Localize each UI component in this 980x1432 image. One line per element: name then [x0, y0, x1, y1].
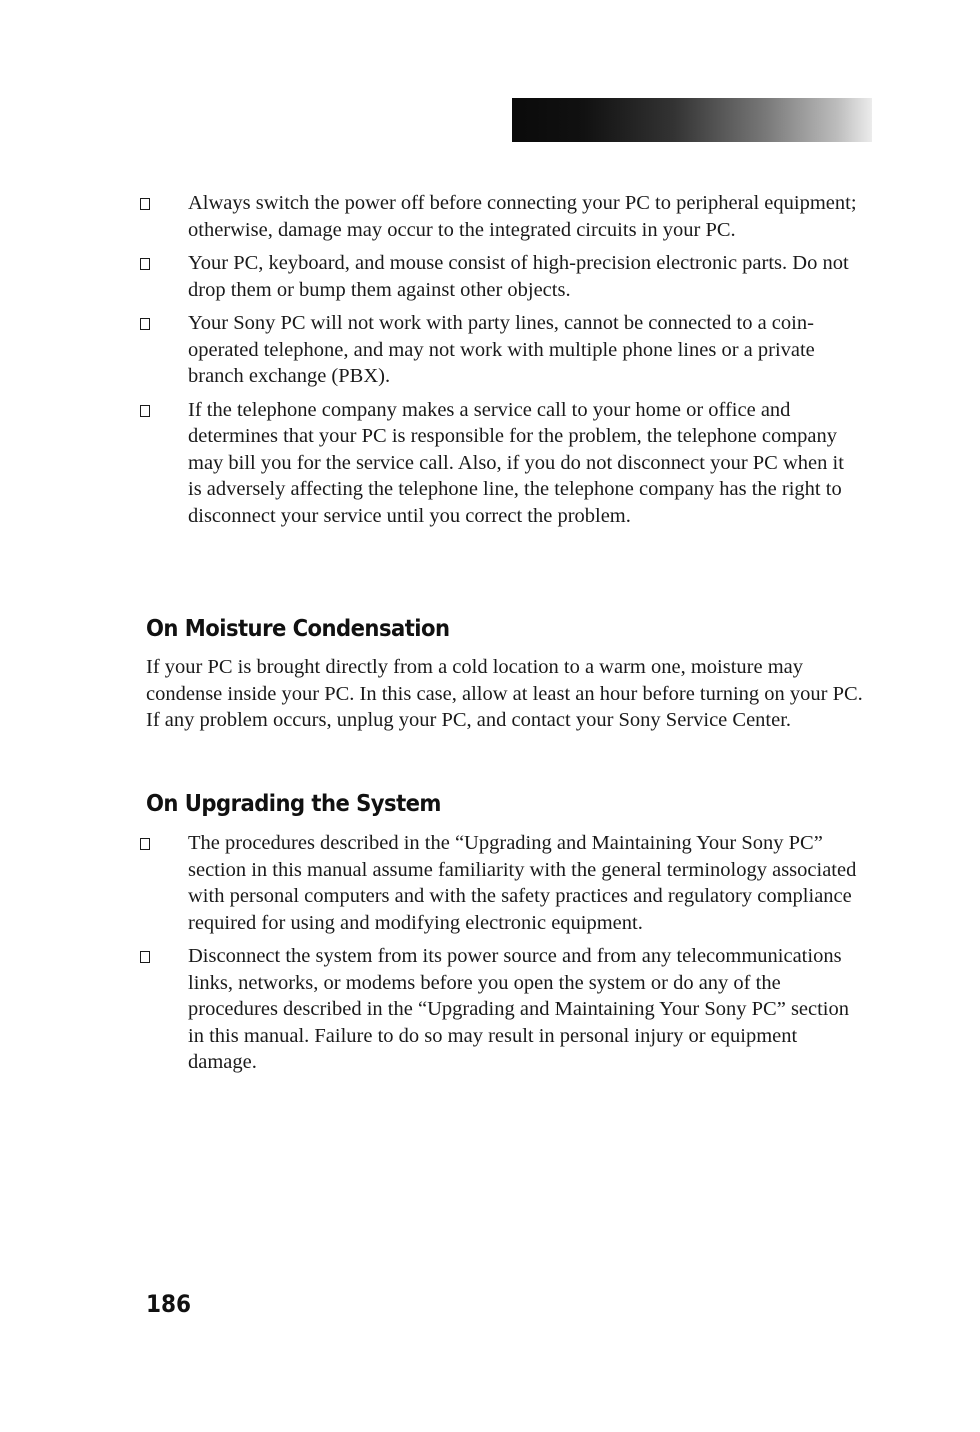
list-item-text: If the telephone company makes a service call to your home or office and determines that your PC is responsible for the problem, the telephone company may bill you for the service call. Also, if you do not disconnect your PC when it is adversely affecting the telephone line, the telephone company has the right to disconnect your service until you correct the problem. — [188, 398, 844, 527]
list-item — [140, 190, 860, 243]
list-item — [140, 310, 860, 390]
checkbox-bullet-icon — [140, 318, 150, 330]
checkbox-bullet-icon — [140, 951, 150, 963]
safety-list — [140, 190, 860, 536]
list-item-text: Always switch the power off before connecting your PC to peripheral equipment; otherwise, damage may occur to the integrated circuits in your PC. — [188, 192, 857, 241]
header-decoration-bar — [512, 98, 872, 142]
page-number: 186 — [146, 1290, 192, 1318]
moisture-heading: On Moisture Condensation — [146, 616, 450, 642]
upgrading-list — [140, 830, 860, 1083]
checkbox-bullet-icon — [140, 838, 150, 850]
list-item-text: Disconnect the system from its power source and from any telecommunications links, networks, or modems before you open the system or do any of the procedures described in the “Upgrading and Maintaining Your Sony PC” section in this manual. Failure to do so may result in personal injury or equipment damage. — [188, 945, 850, 1073]
checkbox-bullet-icon — [140, 198, 150, 210]
list-item-text: Your PC, keyboard, and mouse consist of high-precision electronic parts. Do not drop them or bump them against other objects. — [188, 252, 849, 301]
checkbox-bullet-icon — [140, 405, 150, 417]
list-item — [140, 943, 860, 1076]
list-item — [140, 250, 860, 303]
checkbox-bullet-icon — [140, 258, 150, 270]
moisture-paragraph: If your PC is brought directly from a cold location to a warm one, moisture may condense inside your PC. In this case, allow at least an hour before turning on your PC. If any problem occurs, unplug your PC, and contact your Sony Service Center. — [146, 656, 863, 731]
upgrading-heading: On Upgrading the System — [146, 791, 441, 817]
list-item-text: The procedures described in the “Upgrading and Maintaining Your Sony PC” section in this manual assume familiarity with the general terminology associated with personal computers and with the safety practices and regulatory compliance required for using and modifying electronic equipment. — [188, 832, 857, 934]
list-item — [140, 830, 860, 936]
list-item-text: Your Sony PC will not work with party lines, cannot be connected to a coin-operated telephone, and may not work with multiple phone lines or a private branch exchange (PBX). — [188, 312, 815, 387]
list-item — [140, 397, 860, 530]
